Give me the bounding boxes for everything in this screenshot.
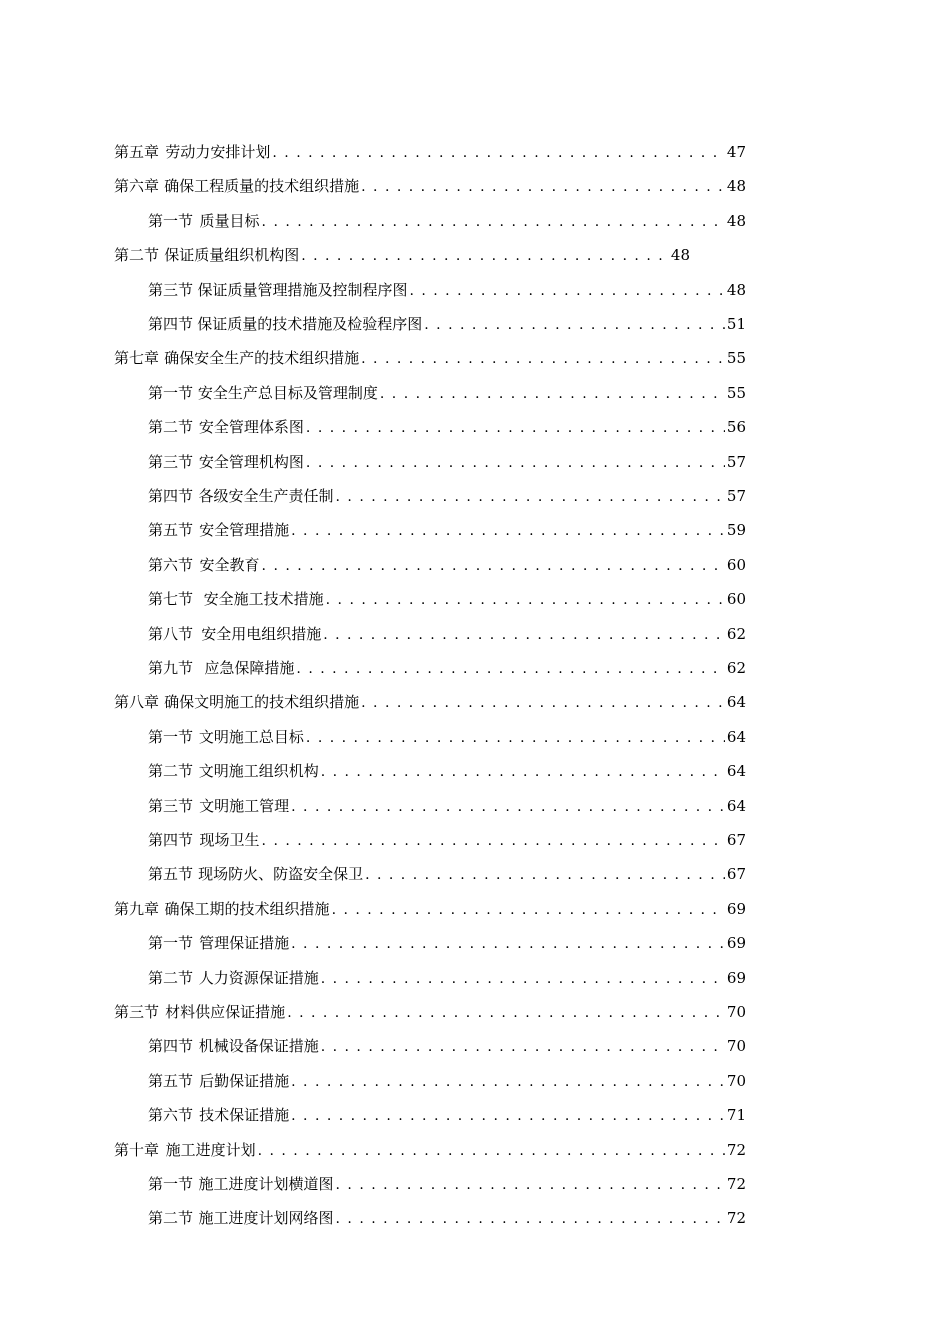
toc-entry-number: 第一节 — [148, 728, 194, 746]
toc-entry-leader-dots — [365, 864, 725, 886]
toc-entry[interactable] — [148, 554, 746, 576]
toc-entry-leader-dots — [361, 176, 725, 198]
toc-entry-title: 保证质量组织机构图 — [164, 246, 300, 264]
toc-entry-title: 保证质量的技术措施及检验程序图 — [197, 315, 423, 333]
toc-entry-page-number: 59 — [726, 521, 746, 539]
toc-entry[interactable] — [148, 1035, 746, 1057]
toc-entry-number: 第十章 — [114, 1141, 160, 1159]
toc-entry-number: 第一节 — [148, 1175, 194, 1193]
toc-entry-page-number: 48 — [726, 177, 746, 195]
toc-entry-number: 第二节 — [148, 418, 194, 436]
toc-entry-title: 确保工程质量的技术组织措施 — [164, 177, 360, 195]
toc-entry-leader-dots — [336, 486, 725, 508]
toc-entry-page-number: 70 — [726, 1072, 746, 1090]
toc-entry-leader-dots — [321, 761, 725, 783]
toc-entry-title: 技术保证措施 — [199, 1106, 290, 1124]
toc-entry[interactable] — [148, 485, 746, 507]
toc-entry[interactable] — [148, 726, 746, 748]
toc-entry-number: 第二节 — [148, 969, 194, 987]
toc-entry[interactable] — [148, 623, 746, 645]
toc-entry-number: 第七章 — [114, 349, 160, 367]
toc-entry[interactable] — [114, 347, 746, 369]
toc-entry[interactable] — [148, 210, 746, 232]
toc-entry-number: 第六章 — [114, 177, 160, 195]
toc-entry-title: 现场防火、防盗安全保卫 — [198, 865, 364, 883]
toc-entry[interactable] — [148, 967, 746, 989]
toc-entry-leader-dots — [326, 589, 725, 611]
toc-entry-page-number: 57 — [726, 487, 746, 505]
toc-entry-page-number: 56 — [726, 418, 746, 436]
toc-entry-page-number: 60 — [726, 590, 746, 608]
toc-entry-page-number: 57 — [726, 453, 746, 471]
toc-entry[interactable] — [148, 519, 746, 541]
toc-entry-title: 确保文明施工的技术组织措施 — [164, 693, 360, 711]
toc-entry-page-number: 55 — [726, 384, 746, 402]
toc-entry-title: 文明施工总目标 — [198, 728, 304, 746]
toc-entry-title: 安全施工技术措施 — [203, 590, 324, 608]
toc-entry-page-number: 64 — [726, 728, 746, 746]
toc-entry[interactable] — [148, 829, 746, 851]
toc-entry[interactable] — [114, 898, 746, 920]
toc-entry-page-number: 55 — [726, 349, 746, 367]
toc-entry-title: 安全生产总目标及管理制度 — [197, 384, 378, 402]
toc-entry[interactable] — [148, 416, 746, 438]
toc-entry-number: 第四节 — [148, 1037, 194, 1055]
toc-entry-number: 第一节 — [148, 384, 194, 402]
toc-entry-leader-dots — [424, 314, 725, 336]
toc-entry-number: 第四节 — [148, 315, 194, 333]
toc-entry-title: 安全管理机构图 — [198, 453, 304, 471]
toc-entry[interactable] — [148, 760, 746, 782]
toc-entry-leader-dots — [262, 555, 725, 577]
toc-entry-title: 人力资源保证措施 — [198, 969, 319, 987]
toc-entry-number: 第三节 — [148, 453, 194, 471]
toc-entry-leader-dots — [306, 452, 725, 474]
toc-entry-number: 第一节 — [148, 934, 194, 952]
toc-entry-leader-dots — [380, 383, 725, 405]
toc-entry-leader-dots — [332, 899, 725, 921]
toc-entry-title: 安全教育 — [199, 556, 260, 574]
toc-entry-leader-dots — [361, 348, 725, 370]
toc-entry-page-number: 60 — [726, 556, 746, 574]
toc-entry-page-number: 69 — [726, 900, 746, 918]
toc-entry-number: 第九节 — [148, 659, 194, 677]
toc-entry-number: 第六节 — [148, 556, 194, 574]
toc-entry-page-number: 72 — [726, 1209, 746, 1227]
toc-entry[interactable] — [148, 932, 746, 954]
toc-entry-page-number: 72 — [726, 1141, 746, 1159]
toc-entry-leader-dots — [262, 830, 725, 852]
toc-entry-number: 第三节 — [148, 797, 194, 815]
toc-entry-number: 第四节 — [148, 487, 194, 505]
toc-entry-title: 劳动力安排计划 — [165, 143, 271, 161]
toc-entry[interactable] — [114, 244, 690, 266]
toc-entry[interactable] — [114, 1139, 746, 1161]
toc-entry-leader-dots — [301, 245, 669, 267]
toc-entry-leader-dots — [287, 1002, 725, 1024]
toc-entry-leader-dots — [336, 1208, 725, 1230]
toc-entry-leader-dots — [291, 520, 725, 542]
toc-entry-number: 第二节 — [114, 246, 160, 264]
toc-entry[interactable] — [148, 313, 746, 335]
toc-entry-title: 文明施工组织机构 — [198, 762, 319, 780]
toc-entry-number: 第三节 — [114, 1003, 160, 1021]
toc-entry-page-number: 67 — [726, 865, 746, 883]
toc-entry-number: 第五节 — [148, 521, 194, 539]
toc-entry-leader-dots — [321, 968, 725, 990]
toc-entry-leader-dots — [291, 1071, 725, 1093]
toc-entry-number: 第五章 — [114, 143, 160, 161]
toc-entry-leader-dots — [336, 1174, 725, 1196]
toc-entry-page-number: 62 — [726, 659, 746, 677]
toc-entry-number: 第五节 — [148, 1072, 194, 1090]
toc-entry-leader-dots — [323, 624, 725, 646]
toc-entry-title: 管理保证措施 — [199, 934, 290, 952]
toc-entry-title: 各级安全生产责任制 — [198, 487, 334, 505]
toc-entry-title: 施工进度计划网络图 — [198, 1209, 334, 1227]
toc-entry-leader-dots — [258, 1140, 725, 1162]
toc-entry-title: 应急保障措施 — [204, 659, 295, 677]
toc-entry-title: 安全用电组织措施 — [201, 625, 322, 643]
toc-entry-title: 施工进度计划 — [165, 1141, 256, 1159]
toc-entry-page-number: 62 — [726, 625, 746, 643]
toc-entry-leader-dots — [306, 727, 725, 749]
toc-entry-page-number: 64 — [726, 797, 746, 815]
toc-entry-page-number: 64 — [726, 693, 746, 711]
toc-entry-page-number: 69 — [726, 969, 746, 987]
toc-entry-number: 第二节 — [148, 762, 194, 780]
toc-entry-number: 第一节 — [148, 212, 194, 230]
toc-entry-page-number: 48 — [726, 281, 746, 299]
toc-entry[interactable] — [148, 795, 746, 817]
toc-entry-title: 施工进度计划横道图 — [198, 1175, 334, 1193]
toc-entry[interactable] — [148, 1104, 746, 1126]
toc-entry-title: 机械设备保证措施 — [198, 1037, 319, 1055]
toc-entry-number: 第九章 — [114, 900, 160, 918]
toc-entry-page-number: 48 — [670, 246, 690, 264]
toc-entry-page-number: 70 — [726, 1003, 746, 1021]
toc-entry-leader-dots — [262, 211, 725, 233]
toc-entry-title: 后勤保证措施 — [199, 1072, 290, 1090]
toc-entry-number: 第二节 — [148, 1209, 194, 1227]
toc-entry-leader-dots — [306, 417, 725, 439]
toc-entry[interactable] — [148, 279, 746, 301]
toc-entry-leader-dots — [361, 692, 725, 714]
toc-entry-number: 第八章 — [114, 693, 160, 711]
toc-entry-title: 安全管理体系图 — [198, 418, 304, 436]
toc-entry[interactable] — [148, 657, 746, 679]
toc-entry-title: 文明施工管理 — [199, 797, 290, 815]
toc-entry[interactable] — [114, 175, 746, 197]
toc-entry-number: 第七节 — [148, 590, 194, 608]
toc-entry-leader-dots — [272, 142, 725, 164]
toc-entry-page-number: 70 — [726, 1037, 746, 1055]
toc-entry-title: 材料供应保证措施 — [165, 1003, 286, 1021]
toc-entry-title: 保证质量管理措施及控制程序图 — [197, 281, 408, 299]
toc-entry-page-number: 64 — [726, 762, 746, 780]
toc-entry[interactable] — [148, 1070, 746, 1092]
toc-entry-leader-dots — [291, 796, 725, 818]
toc-entry-number: 第三节 — [148, 281, 194, 299]
toc-entry-title: 安全管理措施 — [199, 521, 290, 539]
toc-entry-number: 第八节 — [148, 625, 194, 643]
toc-entry-leader-dots — [409, 280, 724, 302]
toc-entry-page-number: 48 — [726, 212, 746, 230]
toc-entry-page-number: 71 — [726, 1106, 746, 1124]
toc-entry[interactable] — [148, 1173, 746, 1195]
toc-entry-page-number: 67 — [726, 831, 746, 849]
toc-entry[interactable] — [114, 141, 746, 163]
toc-entry[interactable] — [114, 1001, 746, 1023]
toc-entry-leader-dots — [296, 658, 724, 680]
toc-entry-title: 质量目标 — [199, 212, 260, 230]
toc-entry-title: 现场卫生 — [199, 831, 260, 849]
toc-entry[interactable] — [148, 863, 746, 885]
toc-entry-number: 第五节 — [148, 865, 194, 883]
toc-entry[interactable] — [148, 588, 746, 610]
toc-entry[interactable] — [114, 691, 746, 713]
toc-entry[interactable] — [148, 1207, 746, 1229]
toc-entry-leader-dots — [291, 1105, 725, 1127]
toc-entry-page-number: 47 — [726, 143, 746, 161]
toc-entry-page-number: 69 — [726, 934, 746, 952]
toc-entry-number: 第六节 — [148, 1106, 194, 1124]
toc-entry-number: 第四节 — [148, 831, 194, 849]
toc-entry-title: 确保工期的技术组织措施 — [164, 900, 330, 918]
toc-entry-title: 确保安全生产的技术组织措施 — [164, 349, 360, 367]
toc-entry-leader-dots — [321, 1036, 725, 1058]
toc-entry-page-number: 51 — [726, 315, 746, 333]
toc-entry[interactable] — [148, 382, 746, 404]
toc-entry[interactable] — [148, 451, 746, 473]
toc-entry-page-number: 72 — [726, 1175, 746, 1193]
toc-entry-leader-dots — [291, 933, 725, 955]
